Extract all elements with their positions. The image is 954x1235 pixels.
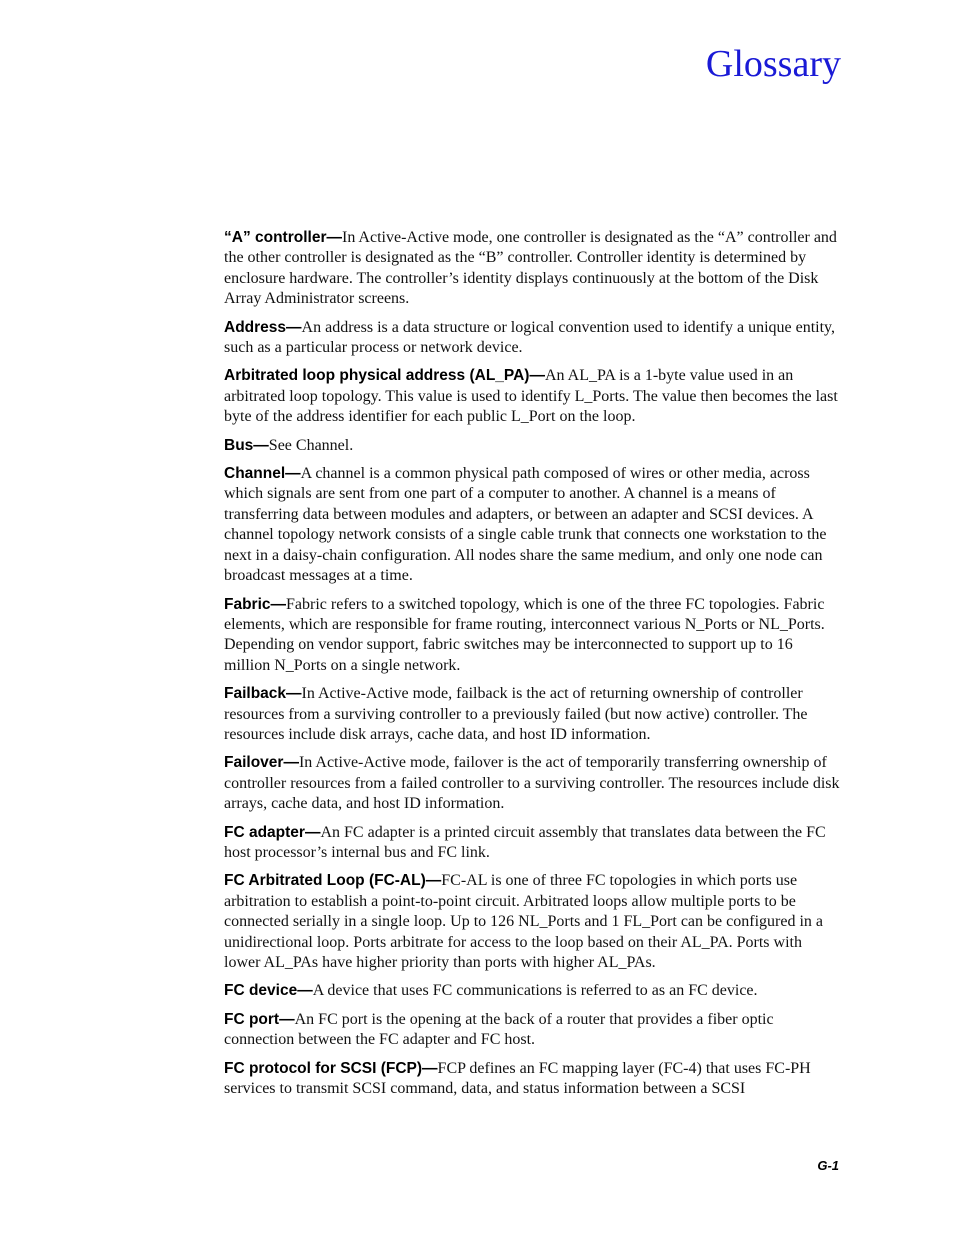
- glossary-term: Arbitrated loop physical address (AL_PA)—: [224, 367, 545, 385]
- glossary-definition: See Channel.: [268, 436, 354, 454]
- glossary-definition: FC-AL is one of three FC topologies in which ports use arbitration to establish a point-to-point circuit. Arbitrated loops allow multiple ports to be connected serially in a single loop. Up to 126 NL_Ports and 1 FL_Port can be configured in a unidirectional loop. Ports arbitrate for access to the loop based on their AL_PA. Ports with lower AL_PAs have higher priority than ports with higher AL_PAs.: [224, 872, 823, 971]
- glossary-entry: [224, 436, 840, 456]
- glossary-entry: [224, 366, 840, 427]
- glossary-entry: [224, 981, 840, 1001]
- glossary-term: FC device—: [224, 982, 313, 1000]
- glossary-term: Failback—: [224, 685, 302, 703]
- glossary-term: “A” controller—: [224, 229, 342, 246]
- glossary-definition: An address is a data structure or logical convention used to identify a unique entity, such as a particular process or network device.: [224, 318, 836, 357]
- glossary-entry: [224, 464, 840, 586]
- glossary-definition: In Active-Active mode, failback is the act of returning ownership of controller resources from a surviving controller to a previously failed (but now active) controller. The resources include disk arrays, cache data, and host ID information.: [224, 685, 808, 743]
- glossary-definition: An AL_PA is a 1-byte value used in an arbitrated loop topology. This value is used to identify L_Ports. The value then becomes the last byte of the address identifier for each public L_Port on the loop.: [224, 367, 838, 426]
- glossary-entry: [224, 753, 840, 814]
- glossary-definition: FCP defines an FC mapping layer (FC-4) that uses FC-PH services to transmit SCSI command, data, and status information between a SCSI: [224, 1059, 811, 1098]
- glossary-entry: [224, 871, 840, 973]
- glossary-definition: A channel is a common physical path composed of wires or other media, across which signals are sent from one part of a computer to another. A channel is a means of transferring data between modules and adapters, or between an adapter and SCSI devices. A channel topology network consists of a single cable trunk that connects one workstation to the next in a daisy-chain configuration. All nodes share the same medium, and only one node can broadcast messages at a time.: [224, 465, 827, 585]
- glossary-term: FC Arbitrated Loop (FC-AL)—: [224, 872, 442, 890]
- glossary-term: Channel—: [224, 465, 301, 483]
- glossary-entry: [224, 1010, 840, 1051]
- glossary-definition: An FC port is the opening at the back of a router that provides a fiber optic connection between the FC adapter and FC host.: [224, 1010, 774, 1049]
- glossary-entry: [224, 318, 840, 359]
- glossary-entry: [224, 823, 840, 864]
- glossary-term: Fabric—: [224, 595, 287, 613]
- glossary-list: [224, 228, 840, 1107]
- glossary-term: Failover—: [224, 754, 299, 772]
- glossary-term: Address—: [224, 318, 302, 336]
- glossary-entry: [224, 228, 840, 310]
- glossary-definition: In Active-Active mode, one controller is designated as the “A” controller and the other controller is designated as the “B” controller. Controller identity is determined by enclosure hardware. The controller’s identity displays continuously at the bottom of the Disk Array Administrator screens.: [224, 229, 837, 308]
- glossary-term: FC protocol for SCSI (FCP)—: [224, 1059, 438, 1077]
- glossary-entry: [224, 684, 840, 745]
- glossary-definition: A device that uses FC communications is referred to as an FC device.: [312, 982, 758, 1000]
- glossary-definition: An FC adapter is a printed circuit assembly that translates data between the FC host processor’s internal bus and FC link.: [224, 823, 826, 861]
- page-title: Glossary: [705, 43, 841, 85]
- glossary-definition: In Active-Active mode, failover is the act of temporarily transferring ownership of controller resources from a failed controller to a surviving controller. The resources include disk arrays, cache data, and host ID information.: [224, 754, 840, 813]
- glossary-definition: Fabric refers to a switched topology, which is one of the three FC topologies. Fabric elements, which are responsible for frame routing, interconnect various N_Ports or NL_Ports. Depending on vendor support, fabric switches may be interconnected to support up to 16 million N_Ports on a single network.: [224, 595, 825, 674]
- glossary-term: FC port—: [224, 1010, 295, 1028]
- page-number: G-1: [817, 1158, 839, 1173]
- glossary-entry: [224, 595, 840, 677]
- glossary-term: FC adapter—: [224, 823, 321, 841]
- glossary-term: Bus—: [224, 436, 269, 454]
- glossary-entry: [224, 1059, 840, 1100]
